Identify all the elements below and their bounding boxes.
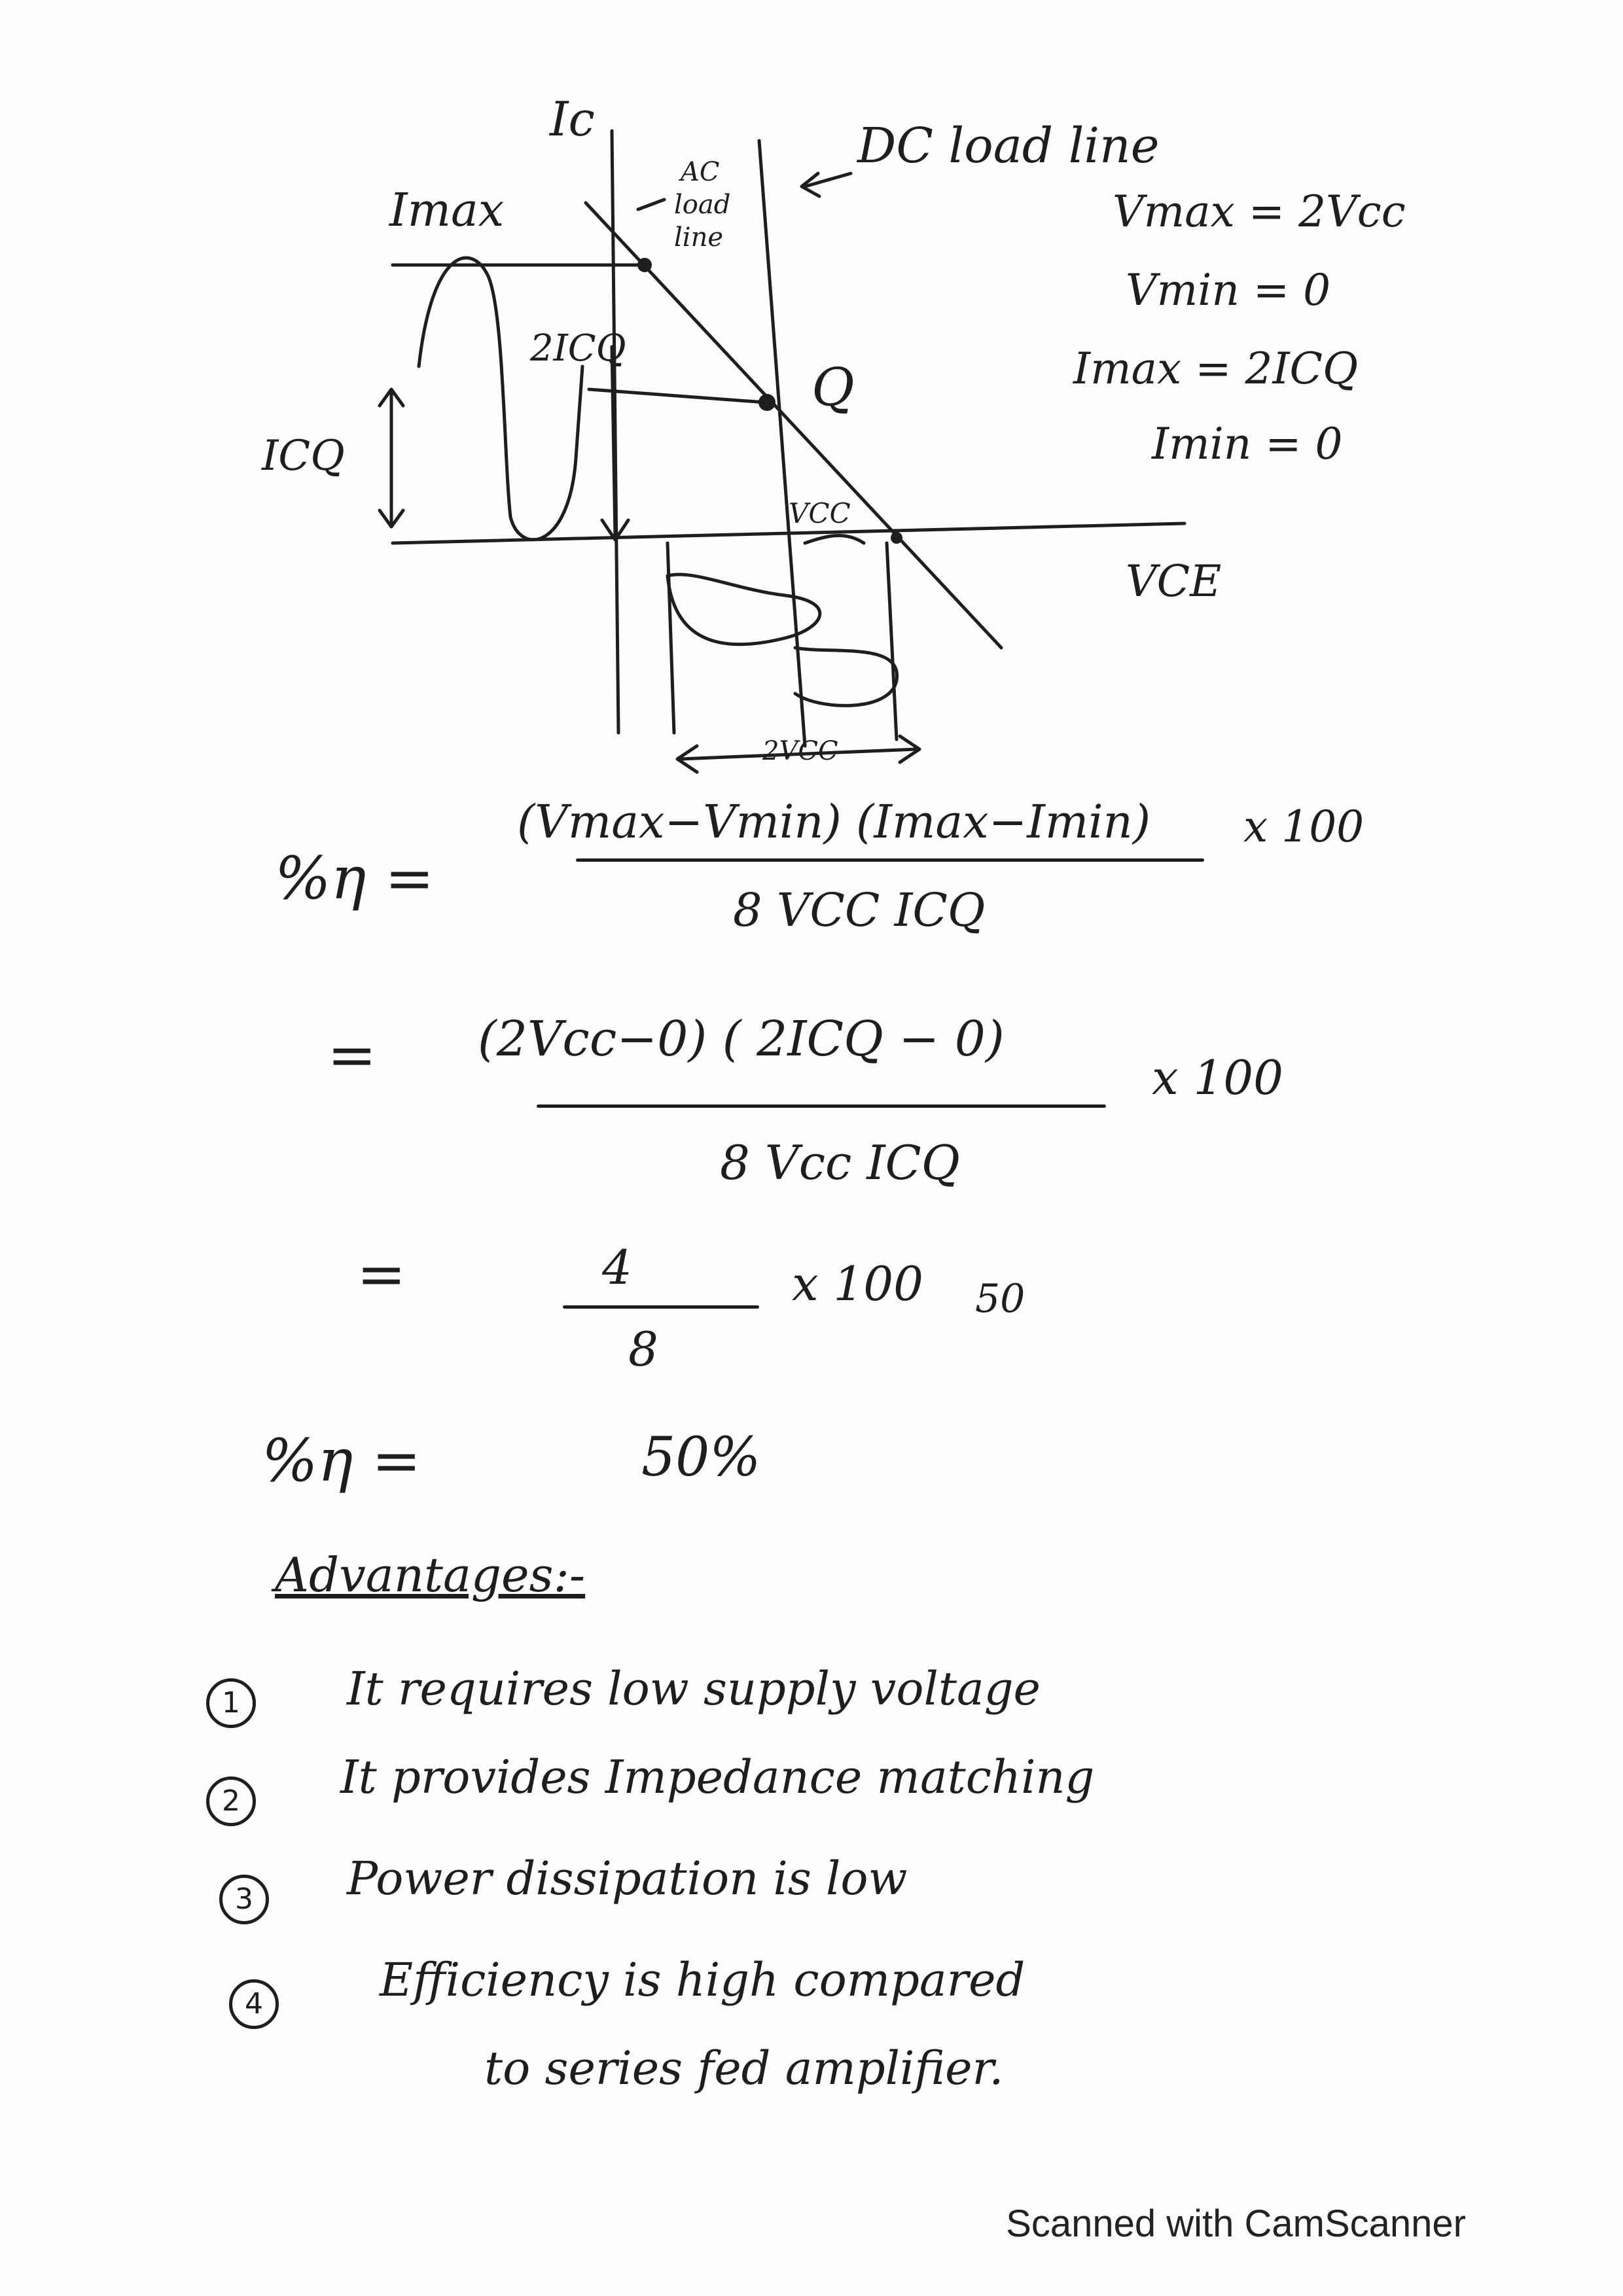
two-vcc-label: 2VCC [762,736,838,766]
condition-vmax: Vmax = 2Vcc [1113,186,1406,237]
result-lhs: %η = [262,1426,421,1495]
step3-equals: = [357,1240,406,1309]
step3-fraction-bar [563,1305,759,1309]
vce-label: VCE [1126,556,1222,607]
step3-numerator: 4 [602,1240,632,1295]
step1-fraction-bar [576,858,1204,862]
condition-vmin: Vmin = 0 [1126,265,1331,315]
advantage-number-1: 1 [206,1678,256,1728]
q-label: Q [812,357,855,417]
step2-numerator: (2Vcc−0) ( 2ICQ − 0) [478,1011,1005,1067]
q-point [758,394,776,411]
advantage-text-1: It requires low supply voltage [347,1662,1041,1716]
axis-ic-label: Ic [550,92,595,147]
advantage-text-2: It provides Impedance matching [340,1750,1095,1804]
ac-load-line-label-3: line [674,222,724,253]
dc-load-line-label: DC load line [857,118,1160,174]
step1-denominator: 8 VCC ICQ [733,883,986,937]
step2-fraction-bar [537,1104,1106,1108]
step3-denominator: 8 [628,1322,658,1377]
step3-side-value: 50 [975,1276,1026,1322]
step2-multiplier: x 100 [1152,1050,1283,1105]
current-waveform [419,258,582,540]
eta-lhs: %η = [275,844,435,913]
advantage-number-2: 2 [206,1776,256,1826]
icq-arrow [380,389,403,527]
advantage-text-4: Efficiency is high compared [380,1953,1026,2007]
condition-imin: Imin = 0 [1152,419,1343,469]
step1-numerator: (Vmax−Vmin) (Imax−Imin) [517,795,1151,849]
advantage-text-4-continued: to series fed amplifier. [484,2041,1004,2095]
icq-label: ICQ [262,432,345,480]
ac-load-line-label-2: load [674,190,731,220]
imax-point [637,258,652,272]
advantage-text-3: Power dissipation is low [347,1852,908,1905]
step2-denominator: 8 Vcc ICQ [720,1135,960,1190]
imax-label: Imax [389,183,505,237]
vcc-point [891,532,902,544]
condition-imax: Imax = 2ICQ [1073,344,1359,394]
step1-multiplier: x 100 [1243,802,1364,852]
advantage-number-4: 4 [229,1979,279,2029]
twoicq-label: 2ICQ [530,327,626,370]
advantage-number-3: 3 [219,1875,269,1924]
ac-load-line-label-1: AC [681,157,720,187]
result-value: 50% [641,1426,761,1489]
dc-load-line [759,141,805,746]
step2-equals: = [327,1021,377,1089]
advantages-heading: Advantages:- [275,1547,586,1602]
vcc-label: VCC [789,497,851,529]
voltage-waveform [668,574,820,645]
step3-multiplier: x 100 [792,1256,923,1311]
scanner-watermark: Scanned with CamScanner [1006,2202,1466,2245]
